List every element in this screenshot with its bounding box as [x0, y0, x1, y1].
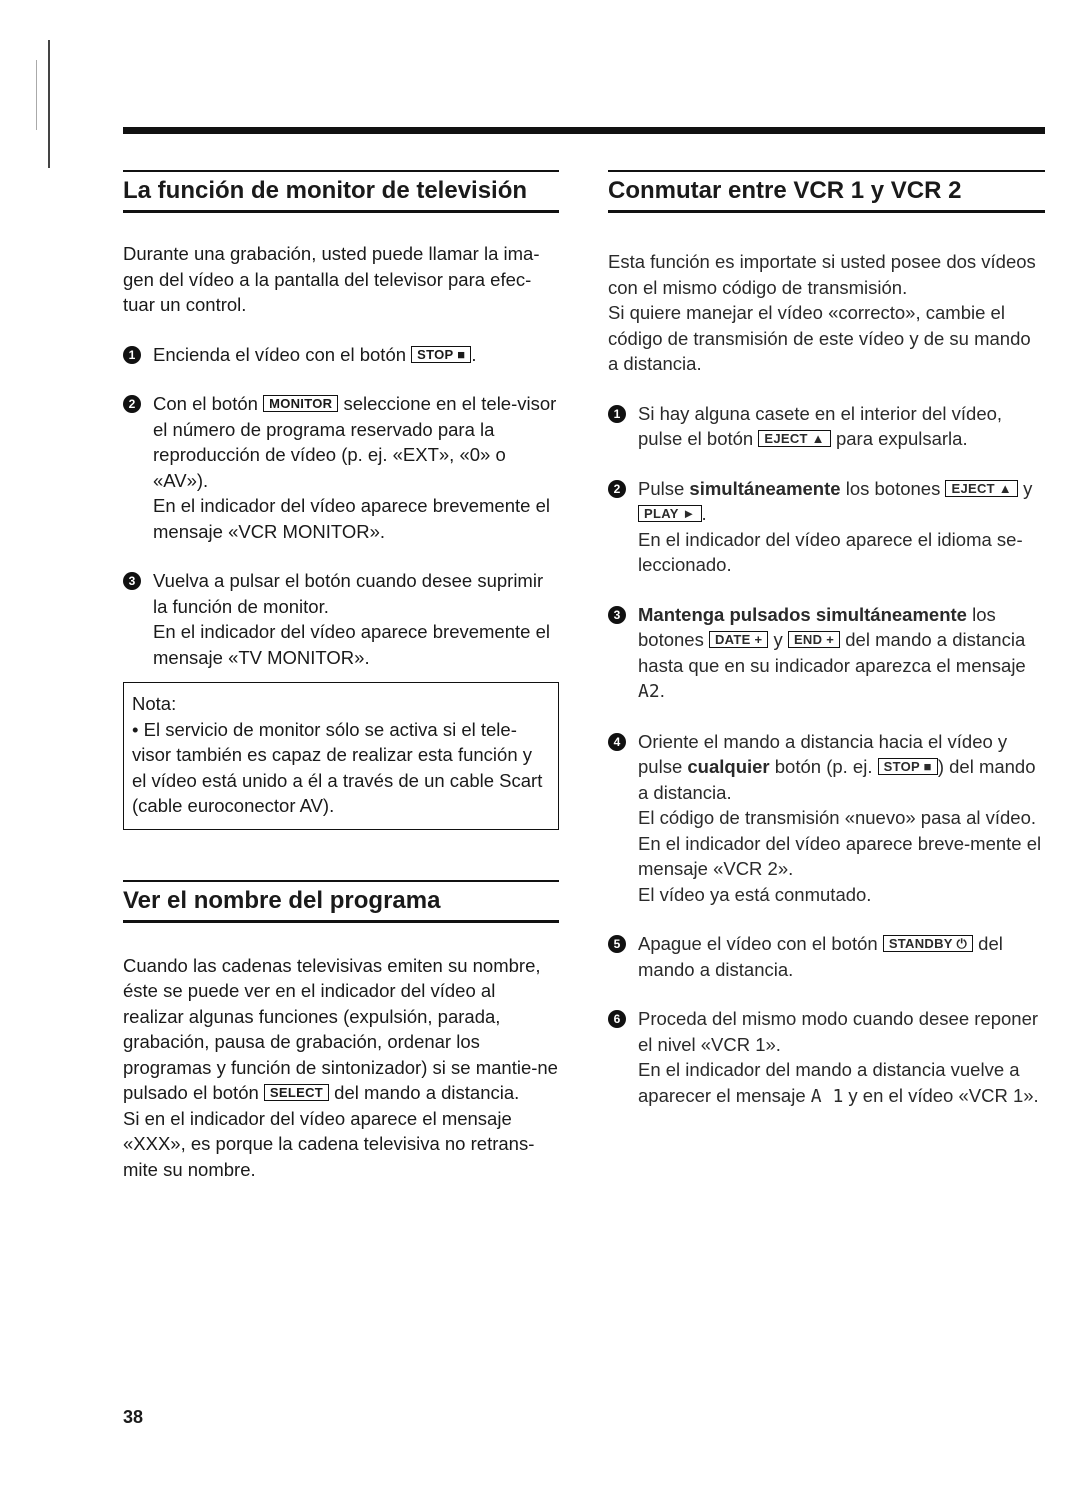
step-text: En el indicador del vídeo aparece brevemente el mensaje «VCR MONITOR».	[153, 495, 550, 542]
step-text: El vídeo ya está conmutado.	[638, 883, 872, 905]
lcd-display-text: A 1	[810, 1085, 844, 1107]
step-text: Vuelva a pulsar el botón cuando desee suprimir la función de monitor.	[153, 570, 544, 617]
end-plus-key-icon: END +	[788, 631, 840, 648]
note-box	[123, 682, 559, 830]
step-text: y en el vídeo «VCR 1».	[843, 1084, 1039, 1106]
eject-key-icon: EJECT ▲	[945, 480, 1017, 497]
step-number-icon: 1	[123, 346, 141, 364]
vcr-intro-2: Si quiere manejar el vídeo «correcto», cambie el código de transmisión de este vídeo y de su mando a distancia.	[608, 302, 1031, 374]
stop-key-icon: STOP ■	[411, 346, 471, 363]
scan-mark-line	[36, 60, 37, 130]
step-text: para expulsarla.	[830, 428, 968, 449]
step-text: del mando a distancia hasta que en su indicador aparezca el mensaje	[638, 629, 1026, 676]
vcr-steps	[608, 401, 1045, 1110]
step-text: En el indicador del vídeo aparece brevemente el mensaje «TV MONITOR».	[153, 621, 550, 668]
section-title-program: Ver el nombre del programa	[123, 880, 559, 923]
step-text-bold: Mantenga pulsados simultáneamente	[638, 603, 967, 625]
step-number-icon: 6	[608, 1010, 626, 1028]
step-text-bold: cualquier	[687, 756, 770, 777]
select-key-icon: SELECT	[264, 1084, 329, 1101]
date-plus-key-icon: DATE +	[709, 631, 768, 648]
step-text: y	[1017, 477, 1033, 499]
step-text	[638, 1057, 1045, 1109]
vcr-step-3	[608, 602, 1045, 705]
monitor-step-3	[123, 568, 559, 670]
step-text: Con el botón	[153, 393, 264, 414]
monitor-step-2	[123, 391, 559, 544]
note-title: Nota:	[132, 693, 177, 714]
vcr-step-2	[608, 476, 1045, 578]
step-text: Encienda el vídeo con el botón	[153, 343, 412, 365]
step-text: Apague el vídeo con el botón	[638, 933, 883, 954]
monitor-step-1	[123, 342, 559, 368]
step-text: Pulse	[638, 477, 690, 499]
vcr-step-4	[608, 729, 1045, 908]
top-rule	[123, 127, 1045, 134]
step-text: .	[659, 680, 665, 701]
step-number-icon: 4	[608, 733, 626, 751]
left-column	[123, 170, 559, 1182]
monitor-steps	[123, 342, 559, 671]
step-number-icon: 2	[123, 395, 141, 413]
step-text: los botones	[638, 603, 996, 650]
step-text: .	[471, 343, 477, 365]
step-number-icon: 3	[123, 572, 141, 590]
vcr-step-5	[608, 931, 1045, 982]
step-text: seleccione en el tele-visor el número de programa reservado para la reproducción de vídeo (p. ej. «EXT», «0» o «AV»).	[153, 393, 557, 491]
step-text: del mando a distancia.	[638, 933, 1003, 980]
step-text: y	[768, 629, 788, 650]
step-text: Si hay alguna casete en el interior del vídeo, pulse el botón	[638, 402, 1003, 449]
play-key-icon: PLAY ►	[638, 505, 702, 522]
paragraph-text: del mando a distancia.	[329, 1082, 520, 1103]
monitor-intro: Durante una grabación, usted puede llamar la ima-gen del vídeo a la pantalla del televisor para efec-tuar un control.	[123, 243, 540, 315]
eject-key-icon: EJECT ▲	[758, 430, 830, 447]
step-text: los botones	[840, 477, 946, 499]
stop-key-icon: STOP ■	[878, 758, 938, 775]
step-number-icon: 1	[608, 405, 626, 423]
right-column	[608, 170, 1045, 1109]
section-title-monitor: La función de monitor de televisión	[123, 170, 559, 213]
program-paragraph-2: Si en el indicador del vídeo aparece el mensaje «XXX», es porque la cadena televisiva no retrans-mite su nombre.	[123, 1107, 535, 1180]
program-paragraph-1	[123, 953, 559, 1106]
vcr-step-1	[608, 401, 1045, 452]
step-number-icon: 5	[608, 935, 626, 953]
page-number: 38	[123, 1407, 144, 1427]
step-number-icon: 2	[608, 480, 626, 498]
step-number-icon: 3	[608, 606, 626, 624]
step-text: El código de transmisión «nuevo» pasa al vídeo. En el indicador del vídeo aparece breve-mente el mensaje «VCR 2».	[638, 807, 1042, 879]
step-text: ) del mando a distancia.	[638, 756, 1036, 803]
scan-mark-line	[48, 40, 50, 168]
note-text: • El servicio de monitor sólo se activa si el tele-visor también es capaz de realizar esta función y el vídeo está unido a él a través de un cable Scart (cable euroconector AV).	[132, 718, 543, 816]
monitor-key-icon: MONITOR	[263, 395, 338, 412]
step-text: .	[701, 503, 707, 524]
vcr-intro-1: Esta función es importate si usted posee dos vídeos con el mismo código de transmisión.	[608, 251, 1036, 298]
step-text: botón (p. ej.	[769, 756, 878, 777]
step-text: Proceda del mismo modo cuando desee reponer el nivel «VCR 1».	[638, 1008, 1039, 1055]
lcd-display-text: A2	[638, 681, 660, 702]
vcr-step-6	[608, 1006, 1045, 1109]
step-text: En el indicador del vídeo aparece el idioma se-leccionado.	[638, 528, 1023, 575]
paragraph-text: Cuando las cadenas televisivas emiten su nombre, éste se puede ver en el indicador del vídeo al realizar algunas funciones (expulsión, parada, grabación, pausa de grabación, ordenar los programas y función de sintonizador) si se mantie-ne pulsado el botón	[123, 954, 558, 1103]
step-text-bold: simultáneamente	[689, 477, 841, 499]
step-text: Oriente el mando a distancia hacia el vídeo y pulse	[638, 730, 1008, 777]
step-text: En el indicador del mando a distancia vuelve a aparecer el mensaje	[638, 1059, 1020, 1106]
section-title-vcr: Conmutar entre VCR 1 y VCR 2	[608, 170, 1045, 213]
standby-key-icon: STANDBY ⏻	[883, 935, 973, 952]
